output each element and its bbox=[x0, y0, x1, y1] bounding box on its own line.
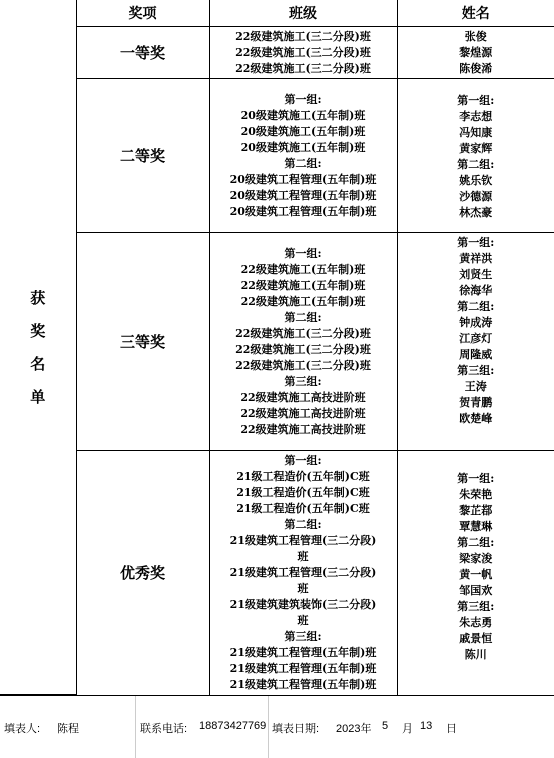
name-line: 江彦灯 bbox=[398, 331, 554, 347]
award-merit: 优秀奖 bbox=[76, 451, 209, 695]
form-footer bbox=[0, 695, 554, 758]
date-day-unit: 日 bbox=[446, 720, 457, 736]
name-line: 王涛 bbox=[398, 379, 554, 395]
class-line: 22级建筑施工高技进阶班 bbox=[210, 390, 397, 406]
class-line: 第三组: bbox=[210, 374, 397, 390]
table-row bbox=[0, 233, 554, 451]
name-cell bbox=[397, 451, 554, 695]
side-char: 奖 bbox=[0, 320, 76, 341]
class-cell bbox=[209, 233, 397, 451]
side-char: 单 bbox=[0, 386, 76, 407]
class-line: 班 bbox=[210, 581, 397, 597]
class-cell bbox=[209, 27, 397, 79]
class-line: 20级建筑工程管理(五年制)班 bbox=[210, 172, 397, 188]
class-line: 第二组: bbox=[210, 156, 397, 172]
name-line: 第三组: bbox=[398, 599, 554, 615]
name-line: 钟成涛 bbox=[398, 315, 554, 331]
date-month-unit: 月 bbox=[402, 720, 413, 736]
class-line: 第二组: bbox=[210, 310, 397, 326]
class-line: 第一组: bbox=[210, 92, 397, 108]
class-line: 20级建筑施工(五年制)班 bbox=[210, 108, 397, 124]
class-line: 22级建筑施工(三二分段)班 bbox=[210, 342, 397, 358]
name-line: 沙德源 bbox=[398, 189, 554, 205]
name-line: 黄一帆 bbox=[398, 567, 554, 583]
name-line: 第二组: bbox=[398, 299, 554, 315]
class-line: 22级建筑施工(三二分段)班 bbox=[210, 358, 397, 374]
award-third: 三等奖 bbox=[76, 233, 209, 451]
class-line: 22级建筑施工(五年制)班 bbox=[210, 262, 397, 278]
name-line: 覃慧琳 bbox=[398, 519, 554, 535]
name-line: 第一组: bbox=[398, 235, 554, 251]
name-line: 李志想 bbox=[398, 109, 554, 125]
class-line: 第三组: bbox=[210, 629, 397, 645]
footer-divider bbox=[135, 696, 136, 758]
phone-number: 18873427769 bbox=[199, 720, 266, 732]
name-line: 陈川 bbox=[398, 647, 554, 663]
date-day: 13 bbox=[420, 720, 432, 732]
class-line: 第一组: bbox=[210, 453, 397, 469]
name-cell bbox=[397, 79, 554, 233]
footer-divider bbox=[268, 696, 269, 758]
name-line: 第三组: bbox=[398, 363, 554, 379]
class-line: 22级建筑施工(三二分段)班 bbox=[210, 61, 397, 77]
name-line: 徐海华 bbox=[398, 283, 554, 299]
name-cell bbox=[397, 27, 554, 79]
name-line: 冯知康 bbox=[398, 125, 554, 141]
side-char: 获 bbox=[0, 287, 76, 308]
award-first: 一等奖 bbox=[76, 27, 209, 79]
class-line: 21级建筑建筑装饰(三二分段) bbox=[210, 597, 397, 613]
class-line: 21级建筑工程管理(五年制)班 bbox=[210, 661, 397, 677]
class-line: 22级建筑施工(五年制)班 bbox=[210, 278, 397, 294]
name-line: 欧楚峰 bbox=[398, 411, 554, 427]
class-line: 20级建筑施工(五年制)班 bbox=[210, 140, 397, 156]
class-line: 20级建筑工程管理(五年制)班 bbox=[210, 204, 397, 220]
class-line: 22级建筑施工(三二分段)班 bbox=[210, 29, 397, 45]
header-class: 班级 bbox=[209, 0, 397, 27]
name-line: 黄祥洪 bbox=[398, 251, 554, 267]
class-line: 第一组: bbox=[210, 246, 397, 262]
name-line: 黎芷鄀 bbox=[398, 503, 554, 519]
award-second: 二等奖 bbox=[76, 79, 209, 233]
table-row bbox=[0, 451, 554, 695]
table-row bbox=[0, 79, 554, 233]
class-line: 22级建筑施工高技进阶班 bbox=[210, 406, 397, 422]
name-line: 戚景恒 bbox=[398, 631, 554, 647]
header-name: 姓名 bbox=[397, 0, 554, 27]
side-label bbox=[0, 0, 76, 695]
name-line: 朱荣艳 bbox=[398, 487, 554, 503]
name-line: 黄家辉 bbox=[398, 141, 554, 157]
class-line: 20级建筑施工(五年制)班 bbox=[210, 124, 397, 140]
class-line: 21级工程造价(五年制)C班 bbox=[210, 485, 397, 501]
date-year: 2023年 bbox=[336, 720, 371, 736]
table-header-row bbox=[0, 0, 554, 27]
name-line: 张俊 bbox=[398, 29, 554, 45]
name-line: 梁家浚 bbox=[398, 551, 554, 567]
class-line: 第二组: bbox=[210, 517, 397, 533]
table-row bbox=[0, 27, 554, 79]
name-line: 黎煌源 bbox=[398, 45, 554, 61]
class-cell bbox=[209, 451, 397, 695]
class-line: 21级建筑工程管理(三二分段) bbox=[210, 533, 397, 549]
class-line: 班 bbox=[210, 613, 397, 629]
class-line: 21级建筑工程管理(三二分段) bbox=[210, 565, 397, 581]
name-line: 邹国欢 bbox=[398, 583, 554, 599]
date-month: 5 bbox=[382, 720, 388, 732]
class-line: 21级工程造价(五年制)C班 bbox=[210, 469, 397, 485]
class-line: 班 bbox=[210, 549, 397, 565]
name-line: 陈俊浠 bbox=[398, 61, 554, 77]
header-award: 奖项 bbox=[76, 0, 209, 27]
name-line: 第二组: bbox=[398, 157, 554, 173]
class-line: 21级建筑工程管理(五年制)班 bbox=[210, 645, 397, 661]
class-line: 22级建筑施工(五年制)班 bbox=[210, 294, 397, 310]
name-line: 第一组: bbox=[398, 93, 554, 109]
class-line: 22级建筑施工(三二分段)班 bbox=[210, 326, 397, 342]
name-line: 刘贤生 bbox=[398, 267, 554, 283]
phone-label: 联系电话: bbox=[140, 720, 187, 736]
date-label: 填表日期: bbox=[272, 720, 319, 736]
name-line: 林杰豪 bbox=[398, 205, 554, 221]
name-line: 贺青鹏 bbox=[398, 395, 554, 411]
side-char: 名 bbox=[0, 353, 76, 374]
class-line: 22级建筑施工(三二分段)班 bbox=[210, 45, 397, 61]
name-cell bbox=[397, 233, 554, 451]
class-line: 20级建筑工程管理(五年制)班 bbox=[210, 188, 397, 204]
class-line: 21级建筑工程管理(五年制)班 bbox=[210, 677, 397, 693]
name-line: 第一组: bbox=[398, 471, 554, 487]
filler-name: 陈程 bbox=[57, 720, 79, 736]
name-line: 周隆威 bbox=[398, 347, 554, 363]
class-line: 22级建筑施工高技进阶班 bbox=[210, 422, 397, 438]
name-line: 姚乐钦 bbox=[398, 173, 554, 189]
class-line: 21级工程造价(五年制)C班 bbox=[210, 501, 397, 517]
name-line: 第二组: bbox=[398, 535, 554, 551]
class-cell bbox=[209, 79, 397, 233]
filler-label: 填表人: bbox=[4, 720, 40, 736]
name-line: 朱志勇 bbox=[398, 615, 554, 631]
